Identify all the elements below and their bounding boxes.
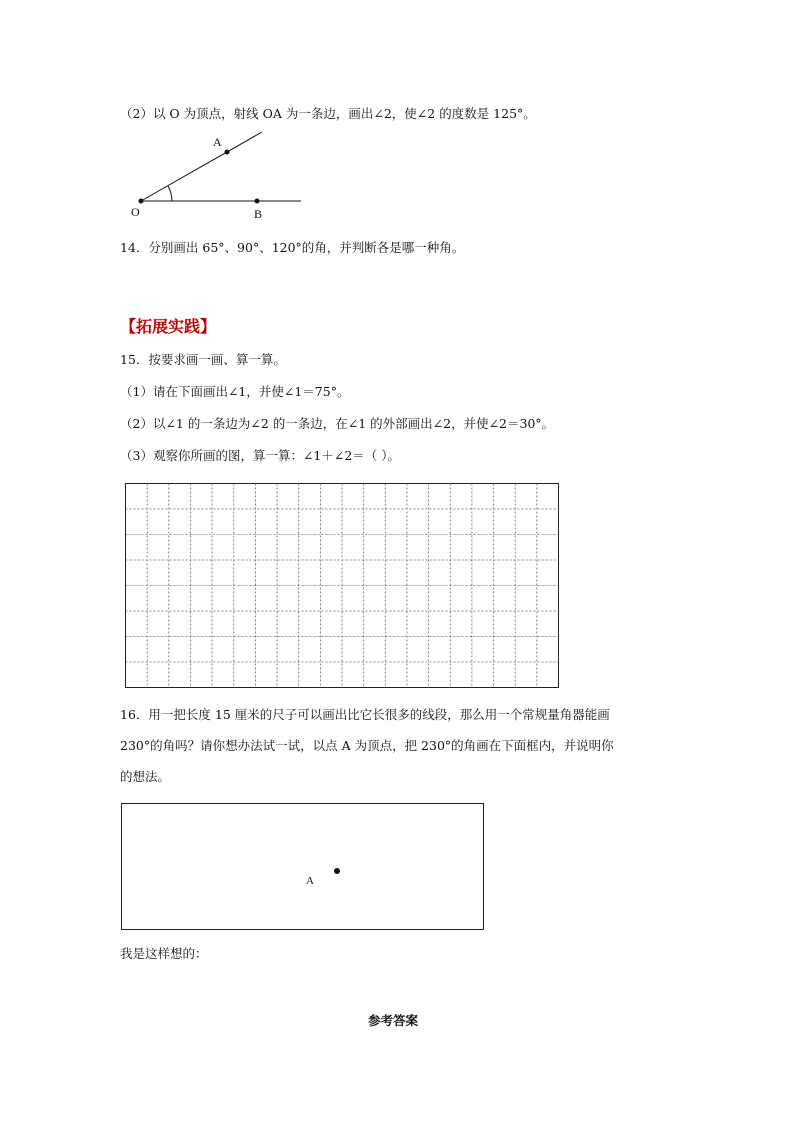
label-a: A [213, 135, 222, 149]
q13-part2-text: （2）以 O 为顶点，射线 OA 为一条边，画出∠2，使∠2 的度数是 125°。 [120, 106, 536, 121]
answer-box[interactable] [122, 804, 484, 930]
answers-title: 参考答案 [368, 1013, 419, 1028]
q14-text: 14．分别画出 65°、90°、120°的角，并判断各是哪一种角。 [120, 240, 465, 255]
q15-part1: （1）请在下面画出∠1，并使∠1＝75°。 [120, 384, 350, 399]
q16-line2: 230°的角吗？请你想办法试一试，以点 A 为顶点，把 230°的角画在下面框内，并说明你 [120, 738, 614, 753]
point-b [255, 199, 260, 204]
ray-oa [141, 132, 262, 201]
point-o [139, 199, 144, 204]
angle-arc [168, 186, 172, 201]
section-title: 【拓展实践】 [120, 317, 217, 336]
q16-line3: 的想法。 [120, 769, 171, 784]
label-o: O [131, 205, 140, 219]
label-b: B [254, 207, 263, 221]
drawing-grid[interactable] [126, 484, 559, 688]
grid-lines [126, 484, 559, 688]
point-a-box [334, 868, 340, 874]
thinking-label: 我是这样想的： [120, 946, 208, 961]
q15-title: 15．按要求画一画、算一算。 [120, 352, 286, 367]
label-a-box: A [306, 875, 314, 887]
q15-part3: （3）观察你所画的图，算一算：∠1＋∠2＝（ ）。 [120, 448, 401, 463]
q16-line1: 16．用一把长度 15 厘米的尺子可以画出比它长很多的线段，那么用一个常规量角器能画 [120, 707, 610, 722]
q15-part2: （2）以∠1 的一条边为∠2 的一条边，在∠1 的外部画出∠2，并使∠2＝30°。 [120, 416, 555, 431]
point-a [225, 150, 230, 155]
